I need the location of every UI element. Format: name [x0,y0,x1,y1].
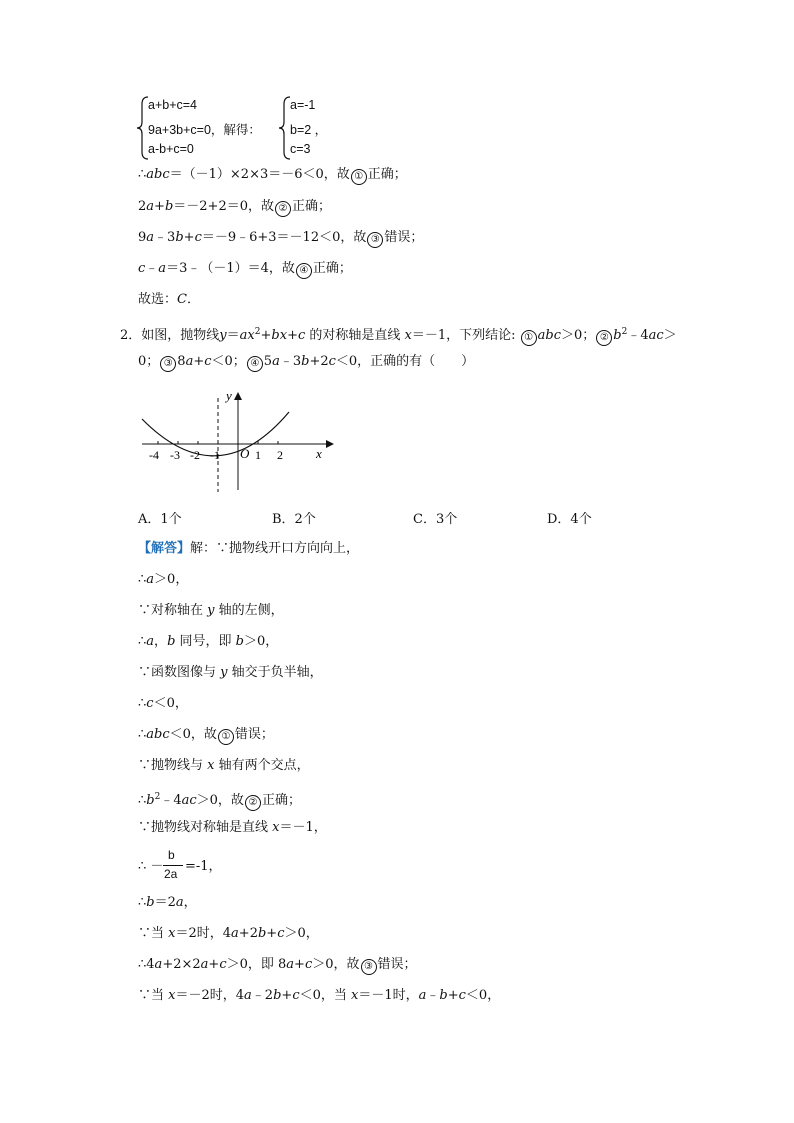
circled-number: ④ [247,356,263,372]
question-line-1: 2．如图，抛物线$y=ax^2+bx+c$ 的对称轴是直线 x＝－1，下列结论: ① abc＞0； ② $b^2﹣4ac>$ [120,323,677,346]
choice-b[interactable]: B．2个 [272,512,316,527]
tick-label: 1 [255,448,261,462]
x-axis-arrow-icon [326,440,334,448]
result-line-1: ∴abc＝（－1）×2×3＝－6＜0，故 ① 正确； [138,166,407,185]
x-axis-label: x [316,446,322,461]
answer-line-2: ∴a＞0， [138,572,189,587]
answer-line-4: ∴a，b 同号，即 b＞0， [138,634,279,649]
answer-line-9: $\therefore b^2﹣4ac>0$，故 ② 正确； [138,788,301,811]
tick-label: -2 [190,448,200,462]
system-eq-1: a+b+c=4 [148,98,198,112]
circled-number: ③ [361,959,377,975]
circled-number: ④ [296,263,312,279]
system-eq-2: 9a+3b+c=0，解得： [148,123,261,137]
result-line-4: c﹣a＝3﹣（－1）＝4，故 ④ 正确； [138,260,352,279]
solution-b: b=2 ， [290,123,328,137]
circled-number: ③ [160,356,176,372]
answer-line-1: 【解答】解：∵抛物线开口方向向上， [138,541,360,556]
parabola-graph [138,386,338,496]
fraction-bar [163,865,183,866]
tick-label: -3 [170,448,180,462]
circled-number: ① [351,169,367,185]
circled-number: ① [218,729,234,745]
solution-c: c=3 [290,142,311,156]
y-axis-arrow-icon [234,392,242,400]
result-line-5: 故选：C． [138,292,200,307]
solution-a: a=-1 [290,98,316,112]
answer-line-15: ∵当 x＝－2时，4a﹣2b+c＜0，当 x＝－1时，a﹣b+c＜0， [138,988,501,1003]
fraction-numerator: b [168,848,175,862]
answer-line-3: ∵对称轴在 y 轴的左侧， [138,603,284,618]
answer-line-12: ∴b＝2a， [138,895,197,910]
answer-line-6: ∴c＜0， [138,696,188,711]
tick-label: -4 [149,448,159,462]
origin-label: O [240,446,250,461]
fraction-denominator: 2a [164,867,178,881]
choice-c[interactable]: C．3个 [413,512,458,527]
answer-line-13: ∵当 x＝2时，4a+2b+c＞0， [138,926,319,941]
circled-number: ② [275,201,291,217]
y-axis-label: y [226,388,232,403]
tick-label: 2 [277,448,283,462]
system-eq-3: a-b+c=0 [148,142,194,156]
document-page: a+b+c=4 9a+3b+c=0，解得： a-b+c=0 a=-1 b=2 ， c=3 ∴abc＝（－1）×2×3＝－6＜0，故 ① 正确； 2a+b＝－2+2＝0，故 ② 正确； 9a﹣3b+c＝－9﹣6+3＝－12＜0，故 ③ 错误； c﹣a＝3﹣（－1）＝4，故 ④ 正确； 故选：C． 2．如图，抛物线$y=ax^2+bx+c$ 的对称轴是直线 x＝－1，下列结论: ① abc＞0； ② $b^2﹣4ac>$ 0； ③ 8a+c＜0； ④ 5a﹣3b+2c＜0，正确的有（ ） y x O -4 -3 -2 -1 1 2 A．1个 B．2个 C．3个 D．4个 【解答】解：∵抛物线开口方向向上， ∴a＞0， ∵对称轴在 y 轴的左侧， ∴a，b 同号，即 b＞0， ∵函数图像与 y 轴交于负半轴， ∴c＜0， ∴abc＜0，故 ① 错误； ∵抛物线与 x 轴有两个交点， $\therefore b^2﹣4ac>0$，故 ② 正确； ∵抛物线对称轴是直线 x＝－1， ∴ － b 2a =-1， ∴b＝2a， ∵当 x＝2时，4a+2b+c＞0， ∴4a+2×2a+c＞0，即 8a+c＞0，故 ③ 错误； ∵当 x＝－2时，4a﹣2b+c＜0，当 x＝－1时，a﹣b+c＜0， [120,98,677,1003]
question-line-2: 0； ③ 8a+c＜0； ④ 5a﹣3b+2c＜0，正确的有（ ） [138,353,474,372]
tick-label: -1 [210,448,220,462]
answer-line-14: ∴4a+2×2a+c＞0，即 8a+c＞0，故 ③ 错误； [138,956,417,975]
question-number: 2． [120,328,142,343]
result-line-3: 9a﹣3b+c＝－9﹣6+3＝－12＜0，故 ③ 错误； [138,229,423,248]
choice-a[interactable]: A．1个 [138,512,182,527]
circled-number: ① [521,330,537,346]
answer-line-8: ∵抛物线与 x 轴有两个交点， [138,758,310,773]
answer-line-7: ∴abc＜0，故 ① 错误； [138,726,274,745]
choice-d[interactable]: D．4个 [547,512,592,527]
result-line-2: 2a+b＝－2+2＝0，故 ② 正确； [138,198,331,217]
circled-number: ② [596,330,612,346]
circled-number: ③ [367,232,383,248]
circled-number: ② [245,795,261,811]
answer-line-10: ∵抛物线对称轴是直线 x＝－1， [138,820,327,835]
answer-tag: 【解答】 [138,541,191,556]
answer-line-5: ∵函数图像与 y 轴交于负半轴， [138,665,323,680]
